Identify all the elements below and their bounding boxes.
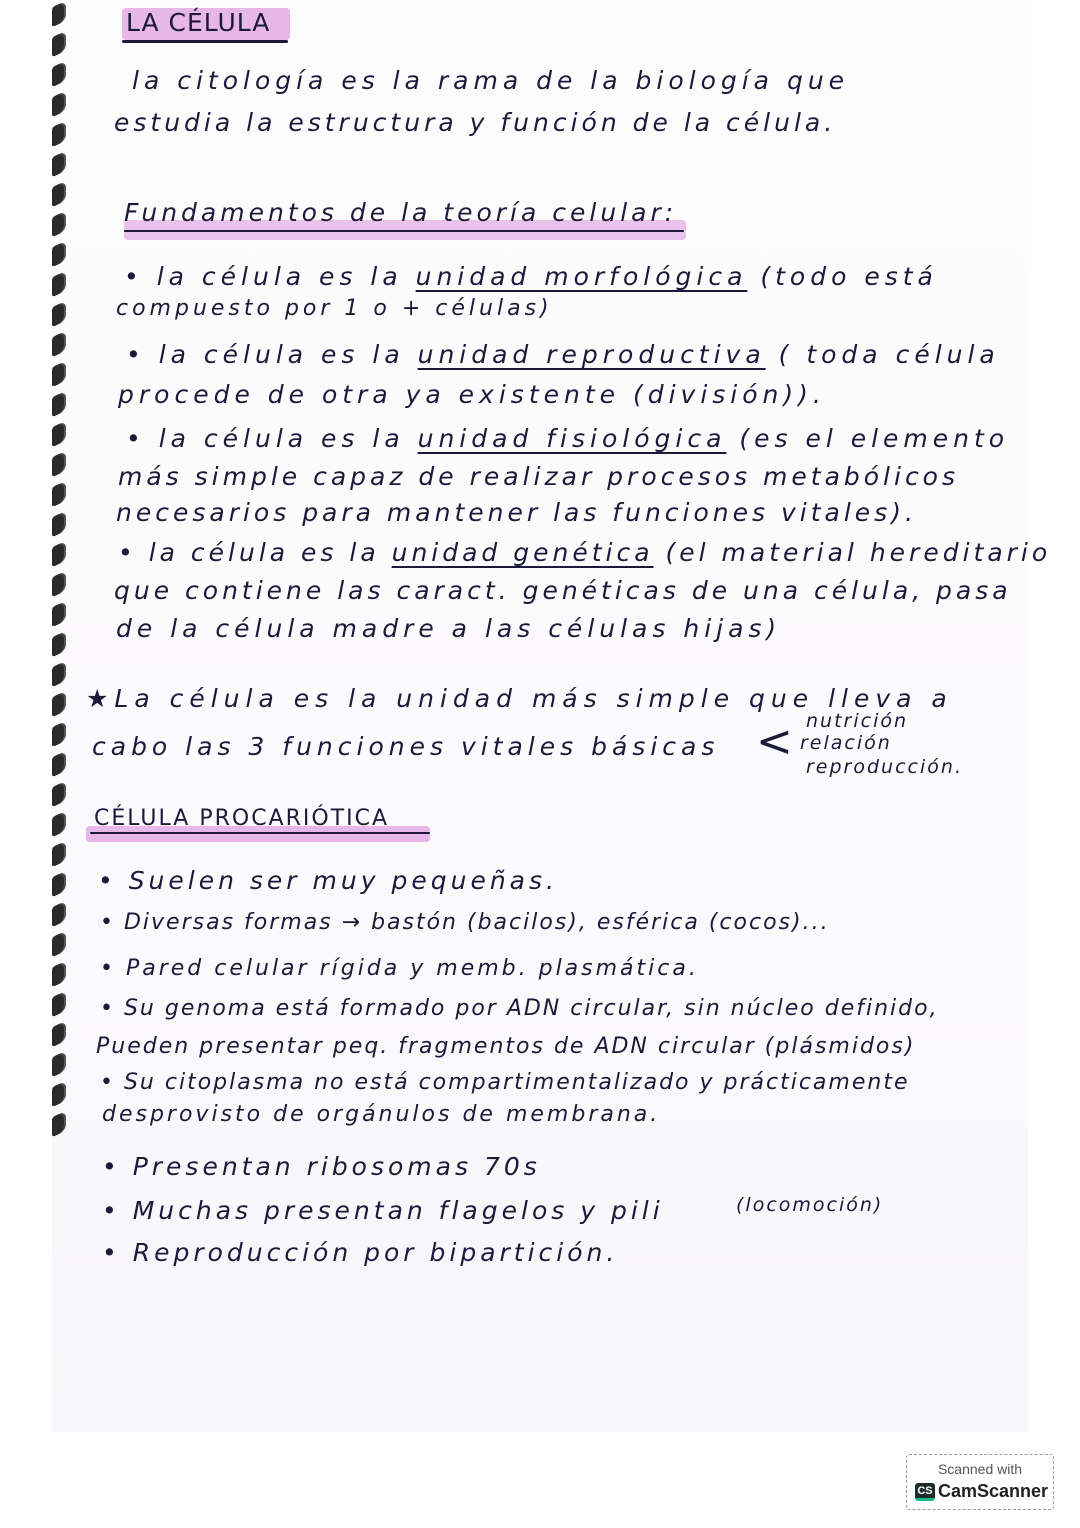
- fundamento-item-4-line-3: de la célula madre a las células hijas): [116, 614, 782, 643]
- procariota-item-4: • Su genoma está formado por ADN circular, sin núcleo definido,: [100, 996, 939, 1021]
- fundamentos-underline: [124, 230, 684, 232]
- watermark-caption: Scanned with: [937, 1461, 1023, 1477]
- function-nutricion: nutrición: [806, 710, 909, 732]
- key-term: unidad genética: [391, 538, 654, 567]
- fundamento-item-4-line-2: que contiene las caract. genéticas de una célula, pasa: [114, 576, 1012, 605]
- key-term: unidad fisiológica: [417, 424, 727, 453]
- function-relacion: relación: [800, 732, 892, 754]
- fundamento-item-2-line-2: procede de otra ya existente (división)).: [118, 380, 826, 409]
- procariota-item-2: • Diversas formas → bastón (bacilos), esférica (cocos)...: [100, 910, 830, 935]
- procariota-item-5-line-2: desprovisto de orgánulos de membrana.: [102, 1102, 661, 1127]
- spiral-binding: [52, 0, 66, 1200]
- procariota-item-1: • Suelen ser muy pequeñas.: [98, 866, 558, 895]
- procariota-item-5: • Su citoplasma no está compartimentalizado y prácticamente: [100, 1070, 910, 1095]
- title-underline: [122, 40, 288, 43]
- fundamento-item-3-line-3: necesarios para mantener las funciones vitales).: [116, 498, 917, 527]
- procariota-item-8: • Reproducción por bipartición.: [102, 1238, 619, 1267]
- watermark-brand: CamScanner: [938, 1481, 1049, 1501]
- fundamento-item-4: • la célula es la unidad genética (el material hereditario: [118, 538, 1052, 567]
- procariota-item-4-line-2: Pueden presentar peq. fragmentos de ADN circular (plásmidos): [96, 1034, 916, 1059]
- function-reproduccion: reproducción.: [806, 756, 963, 778]
- intro-line-1: la citología es la rama de la biología que: [132, 66, 850, 95]
- intro-line-2: estudia la estructura y función de la célula.: [114, 108, 837, 137]
- fundamento-item-3: • la célula es la unidad fisiológica (es el elemento: [126, 424, 1010, 453]
- procariota-heading: CÉLULA PROCARIÓTICA: [94, 806, 390, 831]
- procariota-item-3: • Pared celular rígida y memb. plasmática.: [100, 956, 699, 981]
- camscanner-logo-icon: CS: [915, 1483, 935, 1501]
- star-note-line-1: ★La célula es la unidad más simple que lleva a: [86, 684, 953, 713]
- fundamento-item-1: • la célula es la unidad morfológica (todo está: [124, 262, 938, 291]
- key-term: unidad reproductiva: [417, 340, 766, 369]
- star-note-line-2: cabo las 3 funciones vitales básicas: [92, 732, 720, 761]
- fundamento-item-3-line-2: más simple capaz de realizar procesos metabólicos: [118, 462, 960, 491]
- procariota-item-7-note: (locomoción): [736, 1194, 884, 1216]
- branch-arrow-icon: <: [756, 716, 793, 767]
- procariota-item-7: • Muchas presentan flagelos y pili: [102, 1196, 664, 1225]
- camscanner-watermark: [906, 1454, 1054, 1510]
- fundamento-item-2: • la célula es la unidad reproductiva ( toda célula: [126, 340, 1000, 369]
- fundamento-item-1-line-2: compuesto por 1 o + células): [116, 296, 553, 321]
- procariota-underline: [90, 832, 430, 834]
- page-title: LA CÉLULA: [126, 8, 271, 37]
- procariota-item-6: • Presentan ribosomas 70s: [102, 1152, 541, 1181]
- fundamentos-heading: Fundamentos de la teoría celular:: [124, 198, 678, 227]
- key-term: unidad morfológica: [415, 262, 748, 291]
